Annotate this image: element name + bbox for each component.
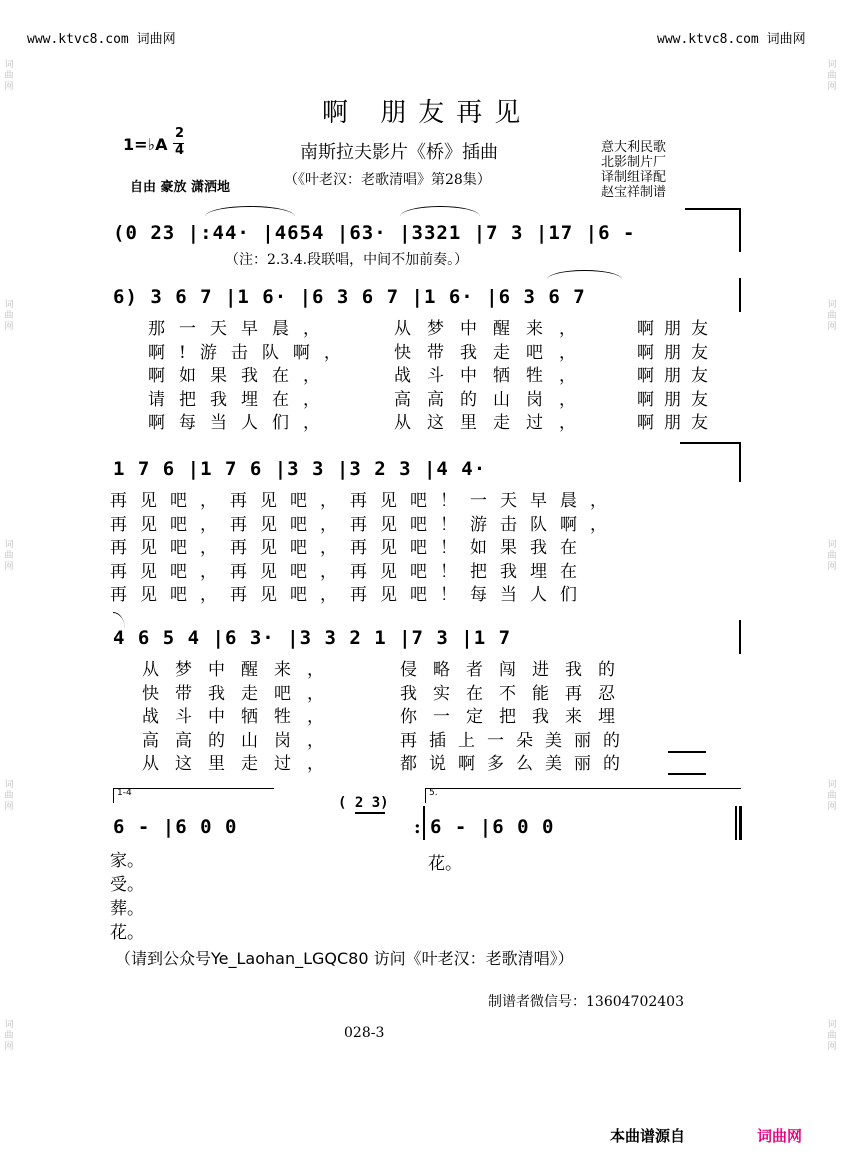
promo-text: （请到公众号Ye_Laohan_LGQC80 访问《叶老汉：老歌清唱》） — [115, 949, 574, 968]
lyrics-col-a — [142, 659, 340, 777]
watermark-right: 词曲网 — [827, 540, 837, 572]
lyric-line: 你一定把我来埋 — [400, 707, 631, 727]
lyric-line: 花。 — [110, 923, 144, 943]
ending-lyrics-b: 花。 — [428, 854, 462, 874]
lyrics-col-a — [148, 318, 355, 436]
watermark-right: 词曲网 — [827, 780, 837, 812]
lyric-line: 从梦中醒来， — [142, 660, 340, 680]
notation-line-2: 6) 3 6 7 |1 6· |6 3 6 7 |1 6· |6 3 6 7 — [113, 286, 586, 308]
lyric-line: 都说啊多么美丽的 — [400, 754, 632, 774]
barline — [739, 208, 741, 252]
lyric-line: 高高的山岗， — [394, 389, 592, 410]
barline — [739, 442, 741, 482]
lyric-line: 战斗中牺牲， — [142, 707, 340, 727]
lyric-line: 从这里走过， — [394, 413, 592, 433]
subtitle: 南斯拉夫影片《桥》插曲 — [300, 142, 498, 163]
lyrics-col-c — [637, 318, 718, 436]
brand-logo[interactable]: 词曲网 — [757, 1127, 803, 1145]
slur — [547, 270, 622, 289]
lyric-underline — [668, 773, 706, 775]
watermark-left: 词曲网 — [4, 60, 14, 92]
lyric-line: 啊每当人们， — [148, 413, 334, 433]
watermark-right: 词曲网 — [827, 1020, 837, 1052]
volta-bracket-2 — [425, 788, 741, 803]
volta-label-1: 1-4 — [117, 788, 132, 798]
lyric-line: 快带我走吧， — [142, 683, 340, 704]
lyric-line: 再见吧，再见吧，再见吧！把我埋在 — [110, 561, 590, 582]
watermark-left: 词曲网 — [4, 540, 14, 572]
credit-line: 译制组译配 — [601, 170, 667, 185]
lyric-line: 葬。 — [110, 899, 144, 919]
lyrics-block-3 — [110, 490, 620, 608]
lyrics-col-b — [400, 659, 632, 777]
lyric-line: 啊朋友 — [637, 366, 718, 386]
lyrics-col-b — [394, 318, 592, 436]
lyric-line: 啊朋友 — [637, 342, 718, 363]
lyric-line: 受。 — [110, 875, 144, 895]
slur — [400, 206, 480, 227]
volta-bracket-1 — [113, 788, 274, 803]
lyric-line: 再见吧，再见吧，再见吧！游击队啊， — [110, 514, 620, 535]
credit-line: 意大利民歌 — [601, 140, 667, 155]
credits — [601, 140, 666, 200]
lyric-line: 快带我走吧， — [394, 342, 592, 363]
pickup-notes: ( 2 3) — [338, 795, 389, 811]
beam — [355, 812, 385, 814]
watermark-left: 词曲网 — [4, 780, 14, 812]
barline — [739, 620, 741, 654]
ending-lyrics-a — [110, 849, 144, 945]
source-label: 本曲谱源自 — [610, 1127, 686, 1145]
watermark-right: 词曲网 — [827, 60, 837, 92]
volta-label-2: 5. — [429, 788, 438, 798]
tempo-marking: 自由 豪放 潇洒地 — [130, 180, 231, 195]
lyric-line: 侵略者闯进我的 — [400, 660, 631, 680]
lyric-line: 再插上一朵美丽的 — [400, 730, 632, 751]
lyric-line: 家。 — [110, 851, 144, 871]
lyric-line: 啊!游击队啊， — [148, 342, 355, 363]
lyric-line: 啊朋友 — [637, 319, 718, 339]
watermark-left: 词曲网 — [4, 300, 14, 332]
final-barline-thick — [739, 806, 742, 840]
time-signature-top: 2 — [175, 126, 185, 141]
lyric-underline — [668, 751, 706, 753]
slur — [205, 206, 295, 227]
lyric-line: 啊朋友 — [637, 413, 718, 433]
credit-line: 赵宝祥制谱 — [601, 185, 667, 200]
lyric-line: 再见吧，再见吧，再见吧！一天早晨， — [110, 491, 620, 511]
site-url-right[interactable]: www.ktvc8.com 词曲网 — [657, 32, 806, 47]
watermark-right: 词曲网 — [827, 300, 837, 332]
repeat-barline — [423, 806, 425, 840]
notation-line-3: 1 7 6 |1 7 6 |3 3 |3 2 3 |4 4· — [113, 458, 487, 480]
lyric-line: 从梦中醒来， — [394, 319, 592, 339]
lyric-line: 啊如果我在， — [148, 366, 334, 386]
key-signature: 1=♭A — [123, 135, 168, 154]
lyric-line: 那一天早晨， — [148, 319, 334, 339]
lyric-line: 从这里走过， — [142, 754, 340, 774]
lyric-line: 我实在不能再忍 — [400, 683, 631, 704]
lyric-line: 啊朋友 — [637, 389, 718, 410]
tie-line — [685, 208, 740, 210]
time-signature-bottom: 4 — [175, 143, 185, 158]
notation-line-4: 4 6 5 4 |6 3· |3 3 2 1 |7 3 |1 7 — [113, 627, 512, 649]
repeat-colon: : — [414, 817, 421, 838]
notation-line-5a: 6 - |6 0 0 — [113, 816, 238, 838]
lyric-line: 请把我埋在， — [148, 389, 334, 410]
lyric-line: 再见吧，再见吧，再见吧！每当人们 — [110, 585, 590, 605]
performance-note: （注：2.3.4.段联唱，中间不加前奏。） — [225, 252, 469, 268]
wechat-id: 制谱者微信号：13604702403 — [488, 994, 684, 1010]
source-note: （《叶老汉：老歌清唱》第28集） — [284, 172, 491, 188]
notation-line-5b: 6 - |6 0 0 — [430, 816, 555, 838]
credit-line: 北影制片厂 — [601, 155, 667, 170]
tie-line — [680, 442, 740, 444]
watermark-left: 词曲网 — [4, 1020, 14, 1052]
page-title: 啊 朋友再见 — [322, 98, 533, 128]
lyric-line: 再见吧，再见吧，再见吧！如果我在 — [110, 538, 590, 558]
lyric-line: 高高的山岗， — [142, 730, 340, 751]
site-url-left[interactable]: www.ktvc8.com 词曲网 — [27, 32, 176, 47]
notation-line-1: (0 23 |:44· |4654 |63· |3321 |7 3 |17 |6 - — [113, 222, 636, 244]
lyric-line: 战斗中牺牲， — [394, 366, 592, 386]
barline — [739, 278, 741, 312]
final-barline-thin — [735, 806, 737, 840]
page-number: 028-3 — [344, 1025, 385, 1041]
